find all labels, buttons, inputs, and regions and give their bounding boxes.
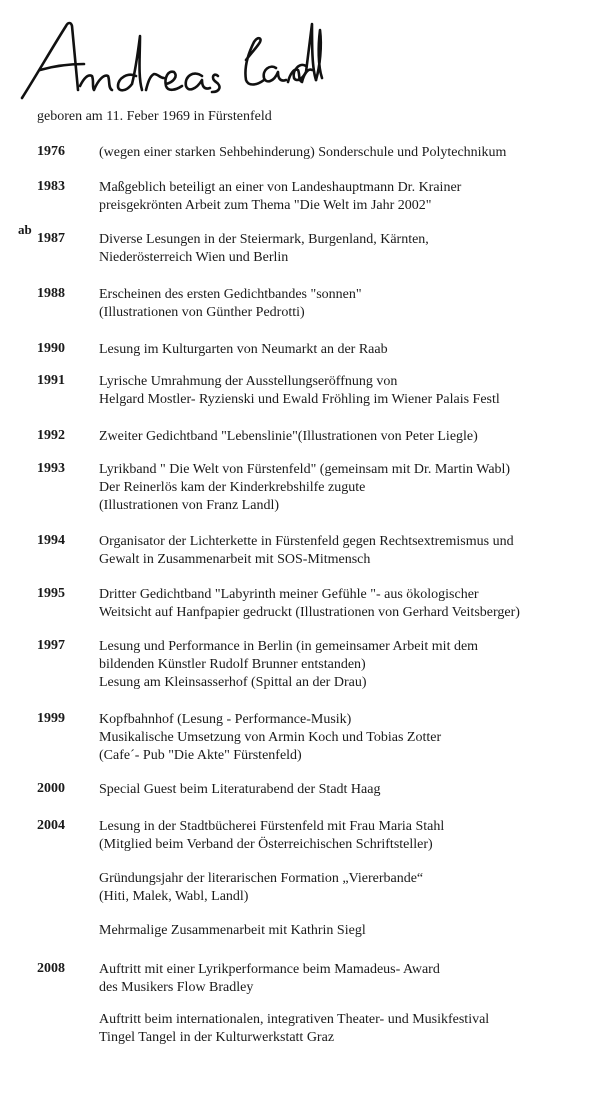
entry-line: (Cafe´- Pub "Die Akte" Fürstenfeld) bbox=[99, 748, 302, 763]
entry-line: Lesung in der Stadtbücherei Fürstenfeld mit Frau Maria Stahl bbox=[99, 819, 445, 834]
handwritten-signature bbox=[14, 6, 324, 110]
entry-description bbox=[99, 144, 589, 162]
entry-description bbox=[99, 922, 589, 940]
entry-description bbox=[99, 461, 589, 515]
entry-description bbox=[99, 286, 589, 322]
entry-line: Gründungsjahr der literarischen Formation „Viererbande“ bbox=[99, 871, 424, 886]
entry-line: Weitsicht auf Hanfpapier gedruckt (Illustrationen von Gerhard Veitsberger) bbox=[99, 605, 520, 620]
entry-description bbox=[99, 179, 589, 215]
entry-year: 1983 bbox=[37, 179, 65, 194]
entry-line: (wegen einer starken Sehbehinderung) Sonderschule und Polytechnikum bbox=[99, 145, 507, 160]
entry-line: Gewalt in Zusammenarbeit mit SOS-Mitmensch bbox=[99, 552, 371, 567]
entry-year: 1999 bbox=[37, 711, 65, 726]
entry-line: Lesung und Performance in Berlin (in gemeinsamer Arbeit mit dem bbox=[99, 639, 479, 654]
entry-line: (Illustrationen von Günther Pedrotti) bbox=[99, 305, 305, 320]
entry-description bbox=[99, 961, 589, 997]
entry-line: Diverse Lesungen in der Steiermark, Burgenland, Kärnten, bbox=[99, 232, 429, 247]
entry-line: Organisator der Lichterkette in Fürstenfeld gegen Rechtsextremismus und bbox=[99, 534, 514, 549]
entry-description bbox=[99, 818, 589, 854]
entry-line: Kopfbahnhof (Lesung - Performance-Musik) bbox=[99, 712, 352, 727]
entry-year: 2004 bbox=[37, 818, 65, 833]
entry-line: Niederösterreich Wien und Berlin bbox=[99, 250, 289, 265]
entry-line: Maßgeblich beteiligt an einer von Landeshauptmann Dr. Krainer bbox=[99, 180, 462, 195]
entry-line: Lyrische Umrahmung der Ausstellungseröffnung von bbox=[99, 374, 398, 389]
entry-line: Musikalische Umsetzung von Armin Koch und Tobias Zotter bbox=[99, 730, 442, 745]
entry-line: Der Reinerlös kam der Kinderkrebshilfe zugute bbox=[99, 480, 366, 495]
entry-line: des Musikers Flow Bradley bbox=[99, 980, 254, 995]
entry-description bbox=[99, 586, 589, 622]
entry-line: Mehrmalige Zusammenarbeit mit Kathrin Siegl bbox=[99, 923, 366, 938]
entry-year: 2000 bbox=[37, 781, 65, 796]
entry-description bbox=[99, 533, 589, 569]
entry-description bbox=[99, 638, 589, 692]
entry-description bbox=[99, 231, 589, 267]
entry-year: 1987 bbox=[37, 231, 65, 246]
entry-line: Auftritt mit einer Lyrikperformance beim Mamadeus- Award bbox=[99, 962, 440, 977]
entry-line: Zweiter Gedichtband "Lebenslinie"(Illustrationen von Peter Liegle) bbox=[99, 429, 478, 444]
entry-year: 2008 bbox=[37, 961, 65, 976]
entry-line: (Hiti, Malek, Wabl, Landl) bbox=[99, 889, 249, 904]
entry-line: Tingel Tangel in der Kulturwerkstatt Graz bbox=[99, 1030, 335, 1045]
entry-line: (Illustrationen von Franz Landl) bbox=[99, 498, 280, 513]
entry-year: 1997 bbox=[37, 638, 65, 653]
entry-year: 1992 bbox=[37, 428, 65, 443]
year-prefix: ab bbox=[18, 222, 32, 237]
entry-description bbox=[99, 1011, 589, 1047]
entry-line: bildenden Künstler Rudolf Brunner entstanden) bbox=[99, 657, 366, 672]
entry-description bbox=[99, 781, 589, 799]
entry-year: 1990 bbox=[37, 341, 65, 356]
entry-line: Auftritt beim internationalen, integrativen Theater- und Musikfestival bbox=[99, 1012, 490, 1027]
entry-year: 1995 bbox=[37, 586, 65, 601]
entry-description bbox=[99, 428, 589, 446]
entry-year: 1976 bbox=[37, 144, 65, 159]
entry-year: 1988 bbox=[37, 286, 65, 301]
entry-line: Helgard Mostler- Ryzienski und Ewald Fröhling im Wiener Palais Festl bbox=[99, 392, 500, 407]
entry-line: Special Guest beim Literaturabend der Stadt Haag bbox=[99, 782, 381, 797]
entry-line: Lesung am Kleinsasserhof (Spittal an der Drau) bbox=[99, 675, 367, 690]
entry-description bbox=[99, 373, 589, 409]
entry-description bbox=[99, 711, 589, 765]
birth-line: geboren am 11. Feber 1969 in Fürstenfeld bbox=[37, 109, 272, 124]
entry-line: (Mitglied beim Verband der Österreichischen Schriftsteller) bbox=[99, 837, 433, 852]
entry-line: Dritter Gedichtband "Labyrinth meiner Gefühle "- aus ökologischer bbox=[99, 587, 479, 602]
entry-line: Lesung im Kulturgarten von Neumarkt an der Raab bbox=[99, 342, 388, 357]
entry-year: 1993 bbox=[37, 461, 65, 476]
entry-year: 1994 bbox=[37, 533, 65, 548]
entry-description bbox=[99, 341, 589, 359]
entry-line: Lyrikband " Die Welt von Fürstenfeld" (gemeinsam mit Dr. Martin Wabl) bbox=[99, 462, 511, 477]
entry-description bbox=[99, 870, 589, 906]
entry-line: Erscheinen des ersten Gedichtbandes "sonnen" bbox=[99, 287, 362, 302]
entry-line: preisgekrönten Arbeit zum Thema "Die Welt im Jahr 2002" bbox=[99, 198, 432, 213]
entry-year: 1991 bbox=[37, 373, 65, 388]
